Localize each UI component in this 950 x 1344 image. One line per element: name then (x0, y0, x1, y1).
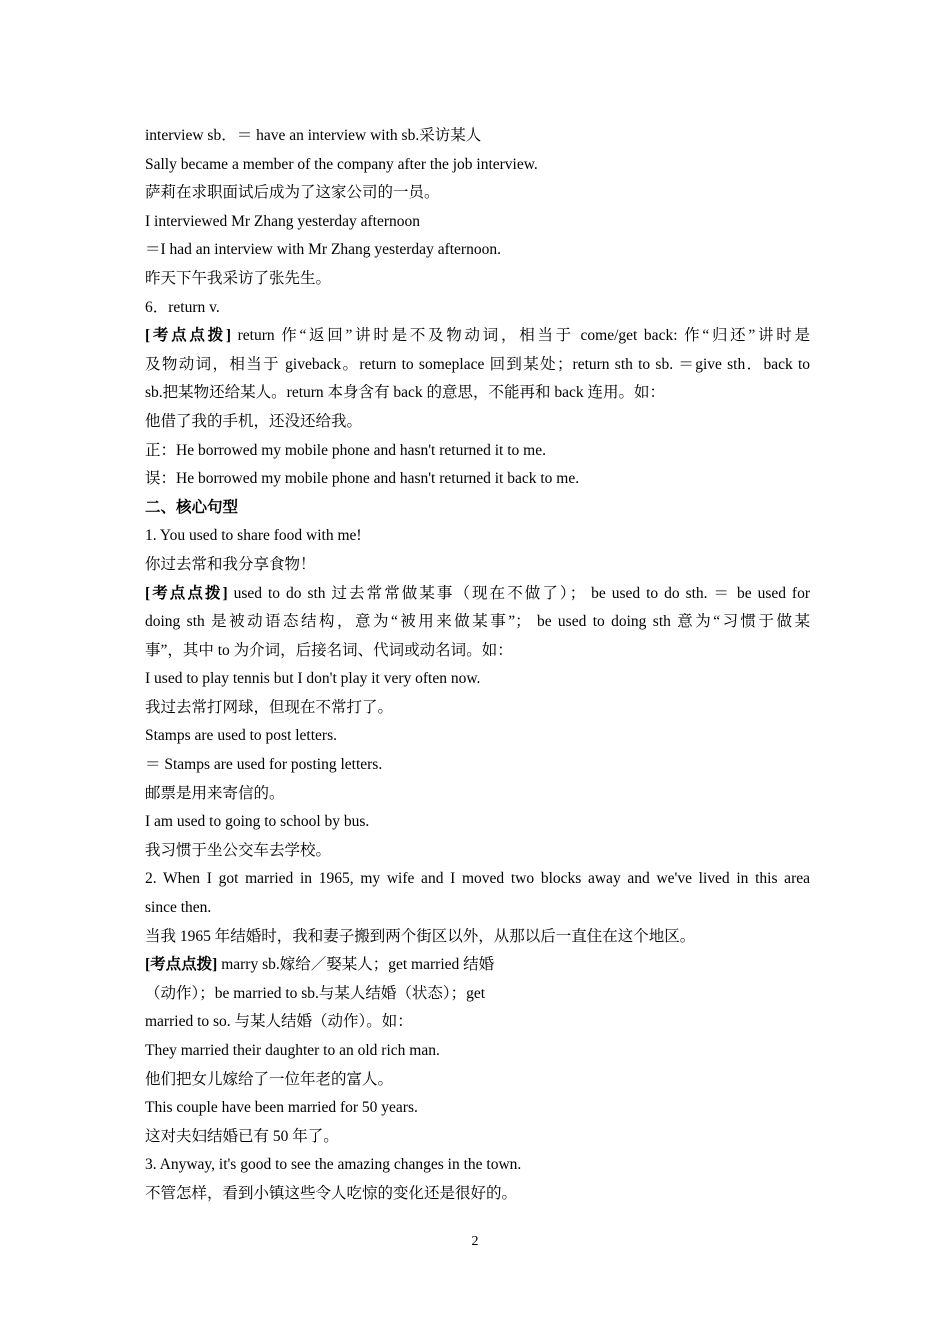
section-heading: 二、核心句型 (145, 498, 239, 516)
line-text: I am used to going to school by bus. (145, 813, 370, 831)
line-text: used to do sth 过去常常做某事（现在不做了）； be used to do sth. ＝ be used for (227, 584, 810, 602)
line-text: 当我 1965 年结婚时，我和妻子搬到两个街区以外，从那以后一直住在这个地区。 (145, 927, 696, 945)
text-line (145, 1123, 810, 1152)
text-line (145, 1151, 810, 1180)
text-line (145, 236, 810, 265)
text-line (145, 465, 810, 494)
line-text: Stamps are used to post letters. (145, 727, 337, 745)
text-line (145, 122, 810, 151)
text-line (145, 1037, 810, 1066)
text-line (145, 1180, 810, 1209)
text-line (145, 265, 810, 294)
text-line (145, 208, 810, 237)
line-text: I interviewed Mr Zhang yesterday afternoon (145, 212, 421, 230)
text-line (145, 837, 810, 866)
line-text: 不管怎样，看到小镇这些令人吃惊的变化还是很好的。 (145, 1184, 518, 1202)
line-text: 6．return v. (145, 298, 220, 316)
line-text: Sally became a member of the company after the job interview. (145, 155, 538, 173)
text-line (145, 894, 810, 923)
text-line (145, 379, 810, 408)
text-line (145, 322, 810, 351)
text-line (145, 751, 810, 780)
text-line (145, 980, 810, 1009)
text-line (145, 494, 810, 523)
text-line (145, 522, 810, 551)
line-text: 1. You used to share food with me! (145, 527, 362, 545)
text-line (145, 1094, 810, 1123)
line-text: 萨莉在求职面试后成为了这家公司的一员。 (145, 184, 440, 202)
text-line (145, 580, 810, 609)
text-line (145, 408, 810, 437)
line-text: 我过去常打网球，但现在不常打了。 (145, 698, 394, 716)
line-text: 2. When I got married in 1965, my wife and I moved two blocks away and we've lived in this area (145, 870, 810, 888)
line-text: They married their daughter to an old rich man. (145, 1042, 440, 1059)
tip-label: [考点点拨] (145, 327, 231, 345)
text-line (145, 294, 810, 323)
line-text: 正：He borrowed my mobile phone and hasn't returned it to me. (145, 441, 546, 459)
text-line (145, 694, 810, 723)
line-text: 你过去常和我分享食物！ (145, 555, 316, 573)
line-text: doing sth 是被动语态结构，意为“被用来做某事”； be used to doing sth 意为“习惯于做某 (145, 613, 810, 631)
tip-label: [考点点拨] (145, 956, 218, 974)
line-text: 3. Anyway, it's good to see the amazing changes in the town. (145, 1156, 522, 1174)
text-line (145, 437, 810, 466)
line-text: 这对夫妇结婚已有 50 年了。 (145, 1127, 339, 1145)
line-text: interview sb．＝ have an interview with sb.采访某人 (145, 127, 482, 144)
text-line (145, 151, 810, 180)
line-text: 及物动词，相当于 giveback。return to someplace 回到某处；return sth to sb. ＝give sth．back to (145, 355, 810, 373)
line-text: 我习惯于坐公交车去学校。 (145, 841, 332, 859)
text-line (145, 637, 810, 666)
page-content (145, 122, 810, 1209)
line-text: ＝ Stamps are used for posting letters. (145, 756, 383, 774)
tip-label: [考点点拨] (145, 584, 228, 602)
line-text: return 作“返回”讲时是不及物动词，相当于 come/get back: 作“归还”讲时是 (230, 327, 810, 345)
text-line (145, 951, 810, 980)
text-line (145, 179, 810, 208)
text-line (145, 865, 810, 894)
page-number: 2 (471, 1234, 479, 1249)
line-text: 他借了我的手机，还没还给我。 (145, 412, 363, 430)
text-line (145, 1008, 810, 1037)
line-text: 误：He borrowed my mobile phone and hasn't returned it back to me. (145, 470, 580, 488)
text-line (145, 551, 810, 580)
text-line (145, 1066, 810, 1095)
line-text: 邮票是用来寄信的。 (145, 784, 285, 802)
line-text: （动作）；be married to sb.与某人结婚（状态）；get (145, 984, 486, 1002)
line-text: ＝I had an interview with Mr Zhang yesterday afternoon. (145, 241, 501, 259)
text-line (145, 351, 810, 380)
line-text: 他们把女儿嫁给了一位年老的富人。 (145, 1070, 394, 1088)
line-text: 昨天下午我采访了张先生。 (145, 269, 332, 287)
line-text: marry sb.嫁给／娶某人；get married 结婚 (217, 956, 495, 974)
text-line (145, 923, 810, 952)
text-line (145, 780, 810, 809)
line-text: This couple have been married for 50 years. (145, 1099, 418, 1117)
line-text: sb.把某物还给某人。return 本身含有 back 的意思，不能再和 back 连用。如： (145, 384, 666, 402)
line-text: since then. (145, 899, 212, 917)
line-text: 事”，其中 to 为介词，后接名词、代词或动名词。如： (145, 641, 513, 659)
text-line (145, 665, 810, 694)
text-line (145, 808, 810, 837)
line-text: I used to play tennis but I don't play it very often now. (145, 670, 481, 688)
text-line (145, 608, 810, 637)
line-text: married to so. 与某人结婚（动作）。如： (145, 1013, 413, 1031)
text-line (145, 722, 810, 751)
